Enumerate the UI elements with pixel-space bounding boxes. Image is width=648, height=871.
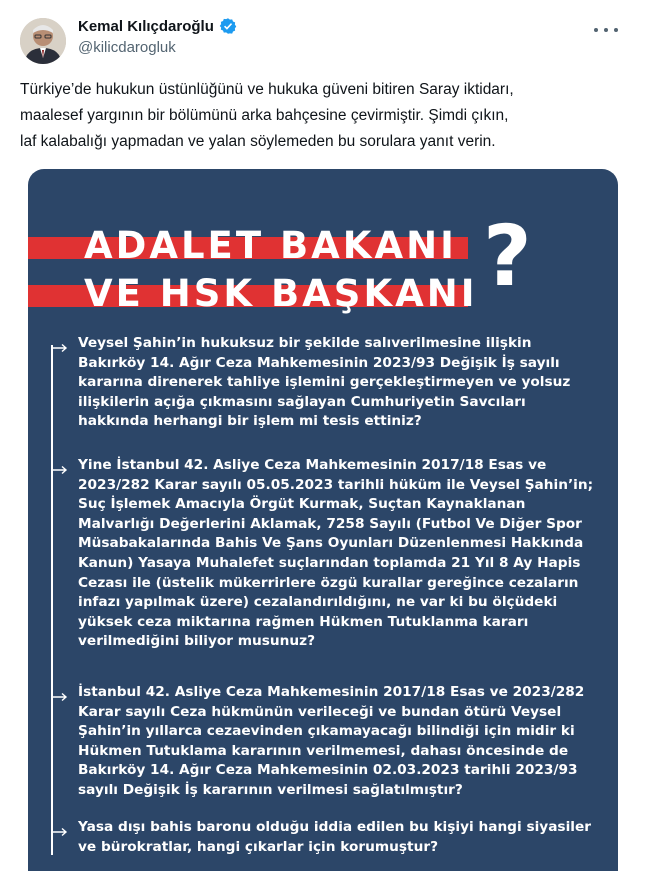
- question-line: Bakırköy 14. Ağır Ceza Mahkemesinin 2023/93 Değişik İş sayılı: [78, 354, 560, 371]
- question-line: Bakırköy 14. Ağır Ceza Mahkemesinin 02.03.2023 tarihli 2023/93: [78, 762, 578, 779]
- question-line: Müsabakalarında Bahis Ve Şans Oyunları Düzenlenmesi Hakkında: [78, 535, 584, 552]
- question-line: Hükmen Tutuklama kararının verilmemesi, dahası öncesinde de: [78, 742, 569, 759]
- question-line: Yasa dışı bahis baronu olduğu iddia edilen bu kişiyi hangi siyasiler: [78, 819, 591, 835]
- question-line: verilmediğini biliyor musunuz?: [78, 633, 316, 650]
- question-line: Veysel Şahin’in hukuksuz bir şekilde salıverilmesine ilişkin: [78, 335, 532, 351]
- tweet-line: Türkiye’de hukukun üstünlüğünü ve hukuka güveni bitiren Saray iktidarı,: [20, 81, 514, 98]
- question-line: Yine İstanbul 42. Asliye Ceza Mahkemesinin 2017/18 Esas ve: [78, 457, 547, 473]
- tweet-line: maalesef yargının bir bölümünü arka bahçesine çevirmiştir. Şimdi çıkın,: [20, 107, 509, 124]
- question-line: 2023/282 Karar sayılı 05.05.2023 tarihli hüküm ile Veysel Şahin’in;: [78, 476, 594, 493]
- question-line: ilişkilerin açığa çıkmasını sağlayan Cumhuriyetin Savcıları: [78, 393, 526, 410]
- arrow-right-icon: [51, 692, 69, 702]
- question-line: hakkında herhangi bir işlem mi tesis ettiniz?: [78, 413, 422, 430]
- avatar[interactable]: [20, 18, 66, 64]
- more-options-icon[interactable]: [594, 22, 618, 38]
- tweet-text: [20, 77, 620, 155]
- question-mark-icon: ?: [483, 207, 532, 305]
- question-line: yüksek ceza miktarına rağmen Hükmen Tutuklanma kararı: [78, 613, 529, 630]
- question-text: [78, 456, 593, 652]
- arrow-right-icon: [51, 343, 69, 353]
- author-handle[interactable]: @kilicdarogluk: [78, 39, 176, 56]
- arrow-right-icon: [51, 465, 69, 475]
- question-line: sayılı Değişik İş kararının verilmesi sağlatılmıştır?: [78, 781, 463, 798]
- timeline-line: [51, 345, 53, 855]
- author-name-text[interactable]: Kemal Kılıçdaroğlu: [78, 17, 214, 35]
- question-text: [78, 334, 593, 432]
- question-line: İstanbul 42. Asliye Ceza Mahkemesinin 2017/18 Esas ve 2023/282: [78, 684, 585, 700]
- question-line: Suç İşlemek Amacıyla Örgüt Kurmak, Suçtan Kaynaklanan: [78, 496, 526, 513]
- question-line: ve bürokratlar, hangi çıkarlar için korumuştur?: [78, 838, 439, 855]
- avatar-portrait-icon: [20, 18, 66, 64]
- headline-line-2: VE HSK BAŞKANI: [84, 272, 478, 315]
- verified-badge-shape: [220, 18, 237, 34]
- tweet-line: laf kalabalığı yapmadan ve yalan söylemeden bu sorulara yanıt verin.: [20, 133, 496, 150]
- headline-line-1: ADALET BAKANI: [84, 224, 457, 267]
- verified-badge-icon: [219, 17, 237, 35]
- question-line: Kanun) Yasaya Muhalefet suçlarından toplamda 21 Yıl 8 Ay Hapis: [78, 554, 581, 571]
- question-line: infazı yapılmak üzere) cezalandırıldığını, ne var ki bu ölçüdeki: [78, 594, 558, 611]
- question-text: [78, 683, 593, 801]
- question-line: kararına direnerek tahliye işlemini gerçekleştirmeyen ve yolsuz: [78, 374, 571, 391]
- arrow-right-icon: [51, 827, 69, 837]
- question-line: Şahin’in yıllarca cezaevinden çıkamayacağı bilindiği için midir ki: [78, 723, 575, 740]
- question-text: [78, 818, 593, 857]
- question-line: Malvarlığı Değerlerini Aklamak, 7258 Sayılı (Futbol Ve Diğer Spor: [78, 515, 582, 532]
- question-line: Karar sayılı Ceza hükmünün verileceği ve bundan ötürü Veysel: [78, 703, 562, 720]
- author-name[interactable]: [78, 17, 237, 35]
- question-line: Cezası ile (üstelik mükerrirlere özgü kurallar gereğince cezaların: [78, 574, 579, 591]
